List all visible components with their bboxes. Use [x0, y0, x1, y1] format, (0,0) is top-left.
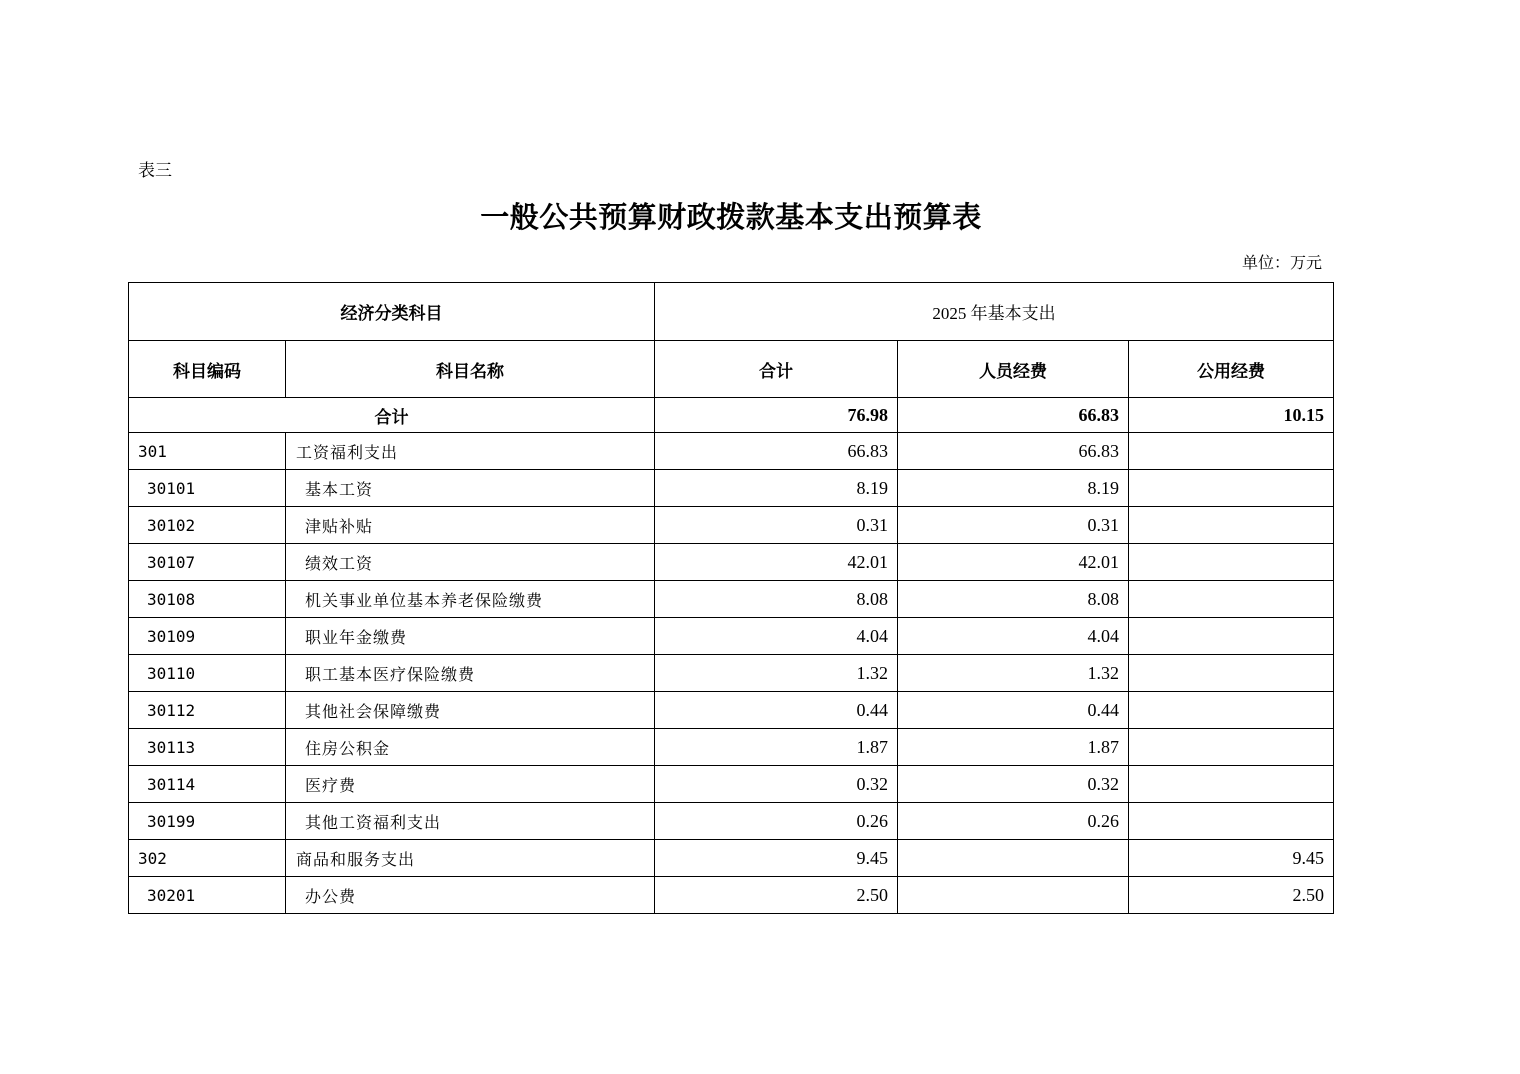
- row-total: 0.31: [655, 507, 898, 544]
- table-row: [129, 803, 1334, 840]
- row-personnel-expense: 1.32: [898, 655, 1129, 692]
- row-subject-name: 商品和服务支出: [286, 840, 655, 877]
- header-personnel-expense: 人员经费: [898, 341, 1129, 398]
- page-title: 一般公共预算财政拨款基本支出预算表: [480, 200, 982, 234]
- row-subject-name: 医疗费: [286, 766, 655, 803]
- table-row: [129, 655, 1334, 692]
- table-label: 表三: [138, 161, 172, 181]
- row-total: 0.26: [655, 803, 898, 840]
- row-personnel-expense: 0.44: [898, 692, 1129, 729]
- table-row: [129, 433, 1334, 470]
- table-row: [129, 766, 1334, 803]
- row-personnel-expense: 0.26: [898, 803, 1129, 840]
- total-row: [129, 398, 1334, 433]
- row-public-expense: [1129, 581, 1334, 618]
- row-subject-code: 30112: [129, 692, 286, 729]
- row-public-expense: [1129, 544, 1334, 581]
- row-personnel-expense: 0.32: [898, 766, 1129, 803]
- row-subject-name: 办公费: [286, 877, 655, 914]
- row-public-expense: [1129, 803, 1334, 840]
- row-public-expense: [1129, 766, 1334, 803]
- row-total: 8.08: [655, 581, 898, 618]
- row-public-expense: [1129, 729, 1334, 766]
- header-public-expense: 公用经费: [1129, 341, 1334, 398]
- row-total: 1.32: [655, 655, 898, 692]
- row-public-expense: 2.50: [1129, 877, 1334, 914]
- header-group-row: [129, 283, 1334, 341]
- row-subject-name: 机关事业单位基本养老保险缴费: [286, 581, 655, 618]
- total-row-total: 76.98: [655, 398, 898, 433]
- row-total: 2.50: [655, 877, 898, 914]
- row-personnel-expense: 8.19: [898, 470, 1129, 507]
- table-row: [129, 840, 1334, 877]
- table-row: [129, 470, 1334, 507]
- row-subject-code: 30114: [129, 766, 286, 803]
- row-total: 66.83: [655, 433, 898, 470]
- row-total: 0.32: [655, 766, 898, 803]
- row-total: 9.45: [655, 840, 898, 877]
- row-personnel-expense: [898, 877, 1129, 914]
- row-personnel-expense: 1.87: [898, 729, 1129, 766]
- row-public-expense: [1129, 692, 1334, 729]
- row-personnel-expense: 66.83: [898, 433, 1129, 470]
- table-row: [129, 692, 1334, 729]
- table-row: [129, 581, 1334, 618]
- row-subject-name: 其他社会保障缴费: [286, 692, 655, 729]
- row-personnel-expense: 8.08: [898, 581, 1129, 618]
- row-subject-code: 30101: [129, 470, 286, 507]
- row-subject-code: 30107: [129, 544, 286, 581]
- row-public-expense: [1129, 507, 1334, 544]
- row-subject-code: 30110: [129, 655, 286, 692]
- table-row: [129, 877, 1334, 914]
- header-column-row: [129, 341, 1334, 398]
- table-row: [129, 618, 1334, 655]
- table-row: [129, 507, 1334, 544]
- total-row-personnel: 66.83: [898, 398, 1129, 433]
- row-total: 4.04: [655, 618, 898, 655]
- header-basic-expenditure-2025: 2025 年基本支出: [655, 283, 1334, 341]
- row-subject-code: 30199: [129, 803, 286, 840]
- row-subject-code: 30109: [129, 618, 286, 655]
- row-subject-name: 工资福利支出: [286, 433, 655, 470]
- row-subject-code: 30113: [129, 729, 286, 766]
- row-subject-name: 基本工资: [286, 470, 655, 507]
- row-subject-name: 其他工资福利支出: [286, 803, 655, 840]
- row-public-expense: [1129, 618, 1334, 655]
- table-row: [129, 729, 1334, 766]
- row-total: 42.01: [655, 544, 898, 581]
- table-row: [129, 544, 1334, 581]
- total-row-public: 10.15: [1129, 398, 1334, 433]
- unit-note: 单位：万元: [1241, 253, 1322, 272]
- row-subject-name: 津贴补贴: [286, 507, 655, 544]
- total-row-label: 合计: [129, 398, 655, 433]
- row-total: 1.87: [655, 729, 898, 766]
- header-total: 合计: [655, 341, 898, 398]
- row-total: 8.19: [655, 470, 898, 507]
- row-subject-name: 绩效工资: [286, 544, 655, 581]
- row-subject-name: 住房公积金: [286, 729, 655, 766]
- budget-table: [128, 282, 1334, 914]
- row-public-expense: [1129, 470, 1334, 507]
- row-subject-name: 职工基本医疗保险缴费: [286, 655, 655, 692]
- row-subject-code: 301: [129, 433, 286, 470]
- row-subject-name: 职业年金缴费: [286, 618, 655, 655]
- header-economic-classification: 经济分类科目: [129, 283, 655, 341]
- row-total: 0.44: [655, 692, 898, 729]
- row-subject-code: 30108: [129, 581, 286, 618]
- row-personnel-expense: 42.01: [898, 544, 1129, 581]
- row-subject-code: 302: [129, 840, 286, 877]
- row-personnel-expense: [898, 840, 1129, 877]
- row-public-expense: [1129, 433, 1334, 470]
- row-subject-code: 30102: [129, 507, 286, 544]
- row-personnel-expense: 4.04: [898, 618, 1129, 655]
- row-public-expense: [1129, 655, 1334, 692]
- row-public-expense: 9.45: [1129, 840, 1334, 877]
- header-subject-name: 科目名称: [286, 341, 655, 398]
- header-subject-code: 科目编码: [129, 341, 286, 398]
- row-subject-code: 30201: [129, 877, 286, 914]
- row-personnel-expense: 0.31: [898, 507, 1129, 544]
